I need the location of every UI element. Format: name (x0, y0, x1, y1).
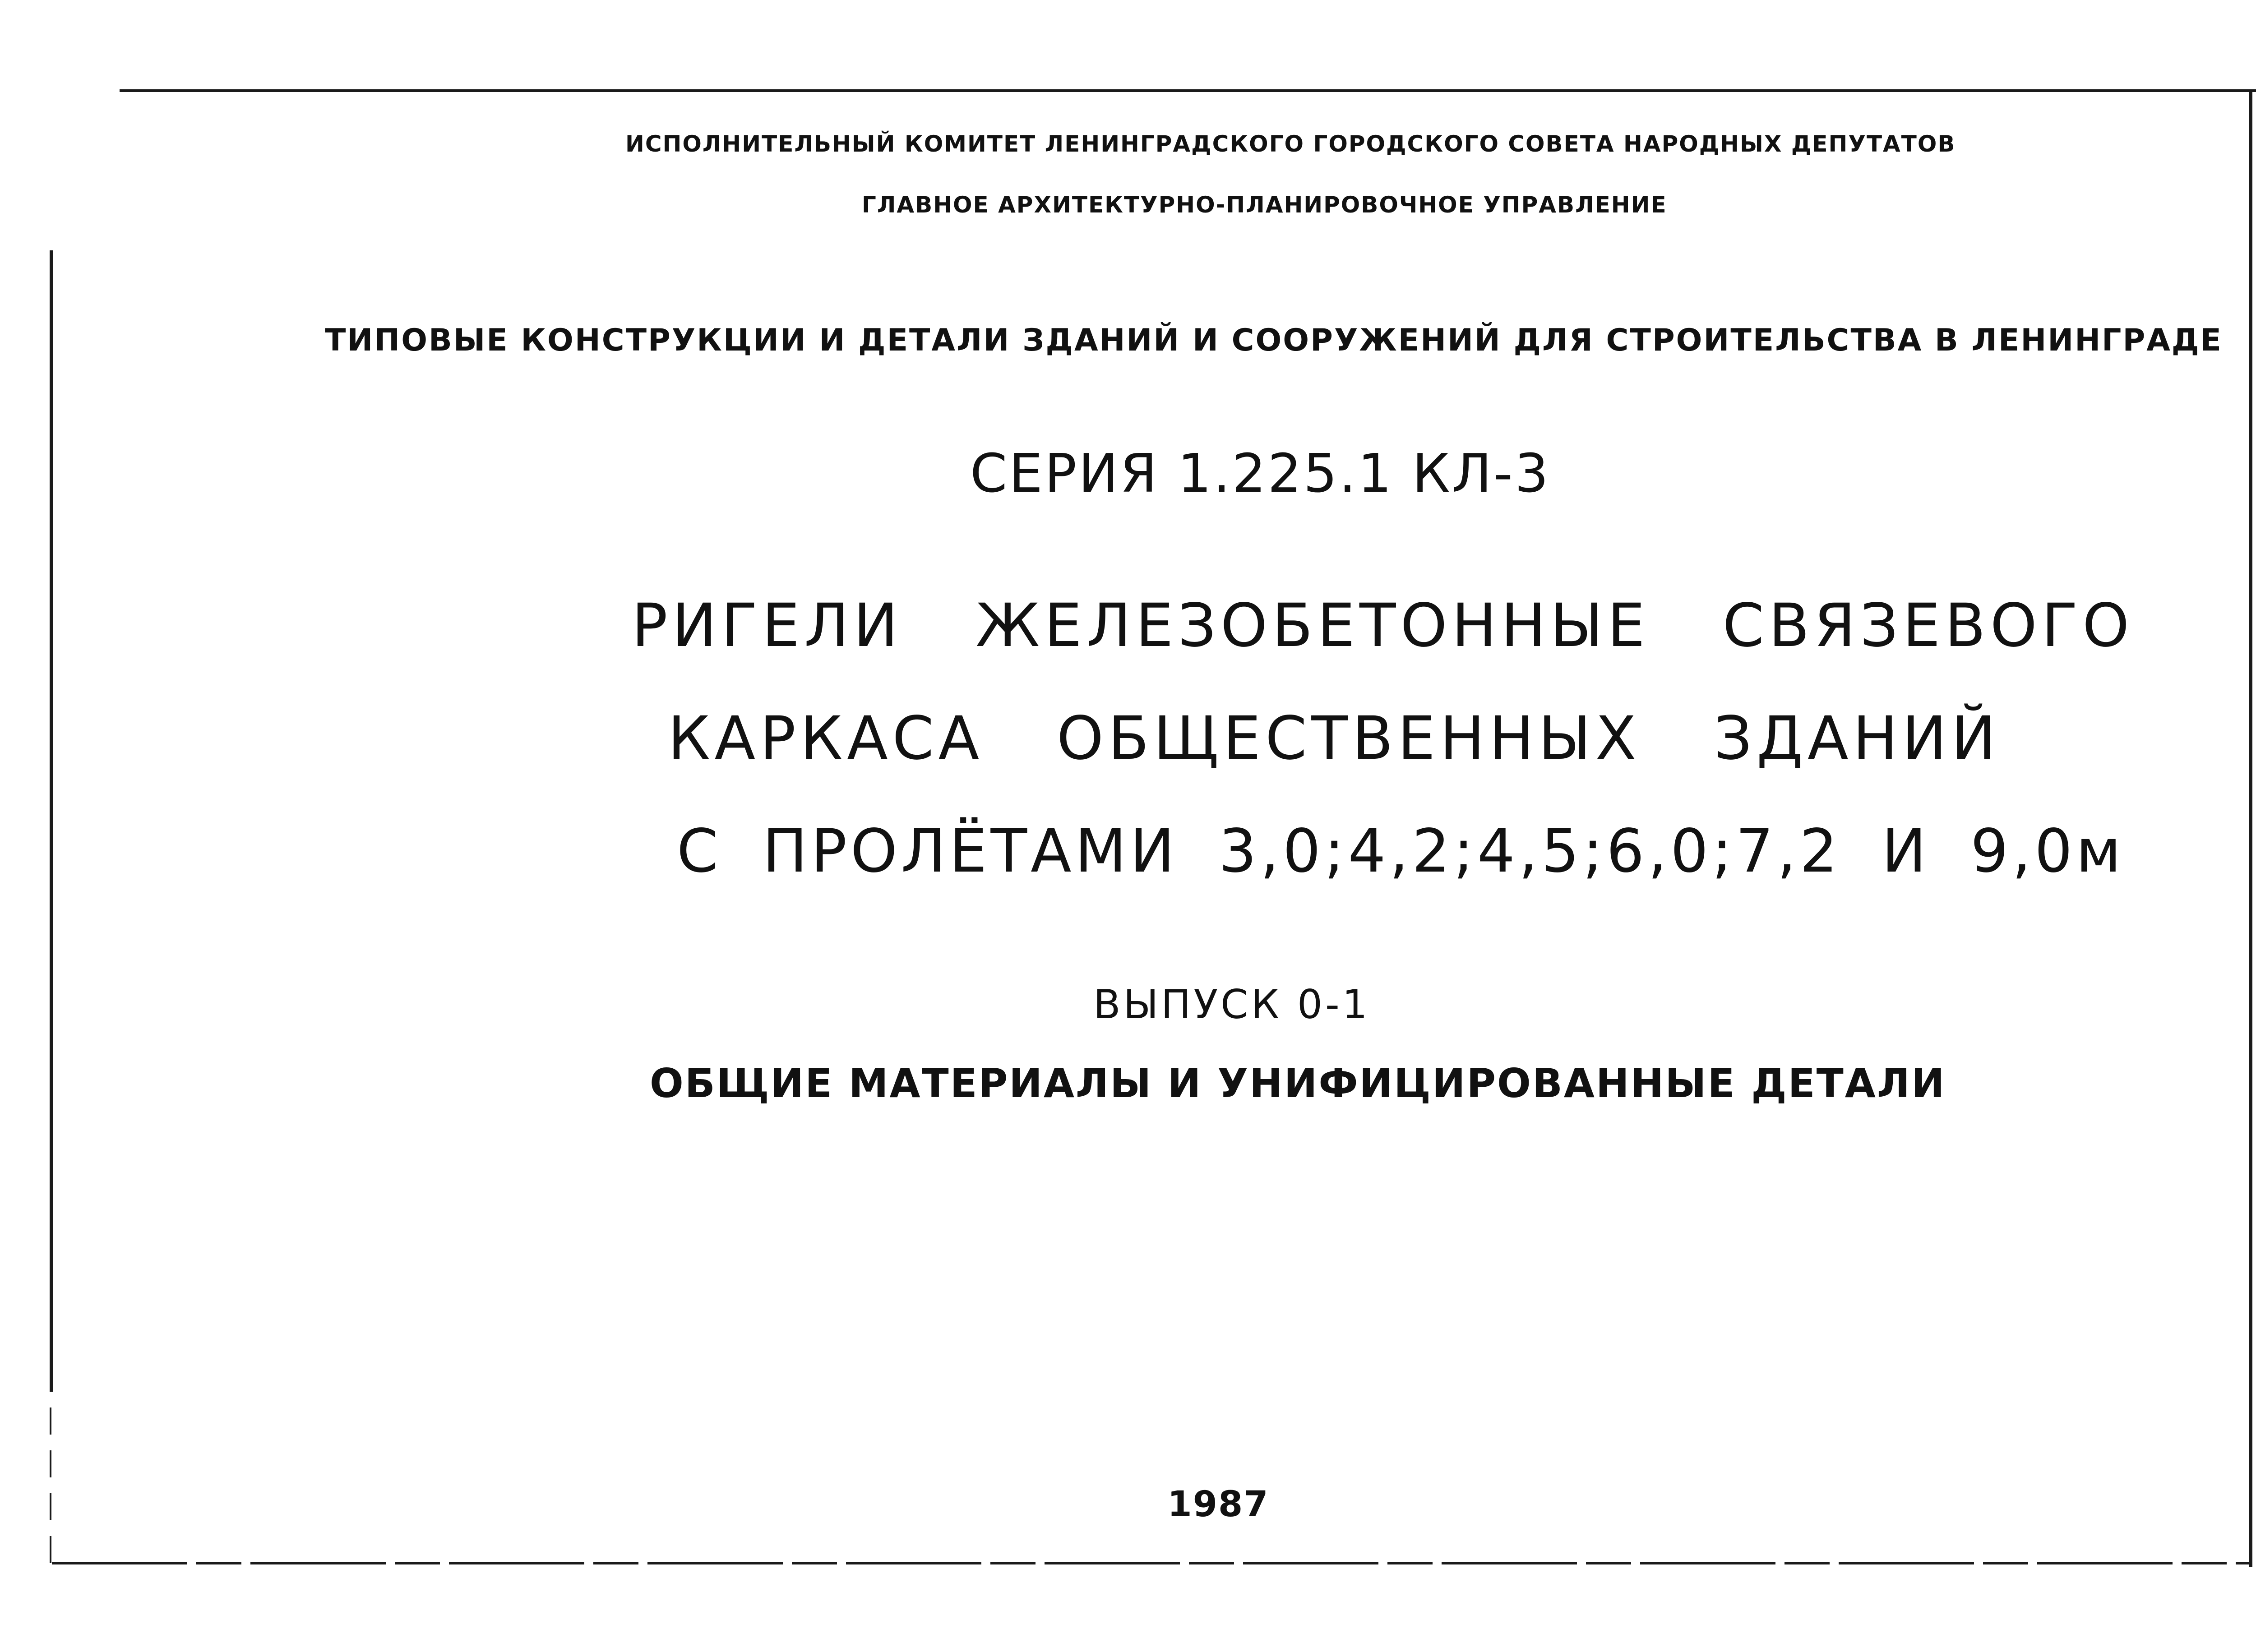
frame-left-border (50, 250, 53, 1392)
organization-heading: ИСПОЛНИТЕЛЬНЫЙ КОМИТЕТ ЛЕНИНГРАДСКОГО ГОРОДСКОГО СОВЕТА НАРОДНЫХ ДЕПУТАТОВ (625, 131, 1956, 157)
frame-right-border (2249, 89, 2252, 1567)
series-designation: СЕРИЯ 1.225.1 КЛ-3 (970, 442, 1550, 504)
department-heading: ГЛАВНОЕ АРХИТЕКТУРНО-ПЛАНИРОВОЧНОЕ УПРАВЛЕНИЕ (862, 192, 1667, 218)
document-title-line-2: КАРКАСА ОБЩЕСТВЕННЫХ ЗДАНИЙ (668, 704, 2001, 773)
issue-number: ВЫПУСК 0-1 (1093, 981, 1370, 1028)
document-title-line-3: С ПРОЛЁТАМИ 3,0;4,2;4,5;6,0;7,2 И 9,0м (677, 817, 2125, 886)
collection-title: ТИПОВЫЕ КОНСТРУКЦИИ И ДЕТАЛИ ЗДАНИЙ И СООРУЖЕНИЙ ДЛЯ СТРОИТЕЛЬСТВА В ЛЕНИНГРАДЕ (325, 323, 2223, 358)
frame-left-border-dashed (50, 1407, 51, 1574)
publication-year: 1987 (1167, 1484, 1269, 1525)
document-title-line-1: РИГЕЛИ ЖЕЛЕЗОБЕТОННЫЕ СВЯЗЕВОГО (632, 591, 2134, 660)
frame-bottom-border (52, 1562, 2251, 1564)
frame-top-border (120, 89, 2256, 92)
issue-subtitle: ОБЩИЕ МАТЕРИАЛЫ И УНИФИЦИРОВАННЫЕ ДЕТАЛИ (650, 1060, 1946, 1107)
